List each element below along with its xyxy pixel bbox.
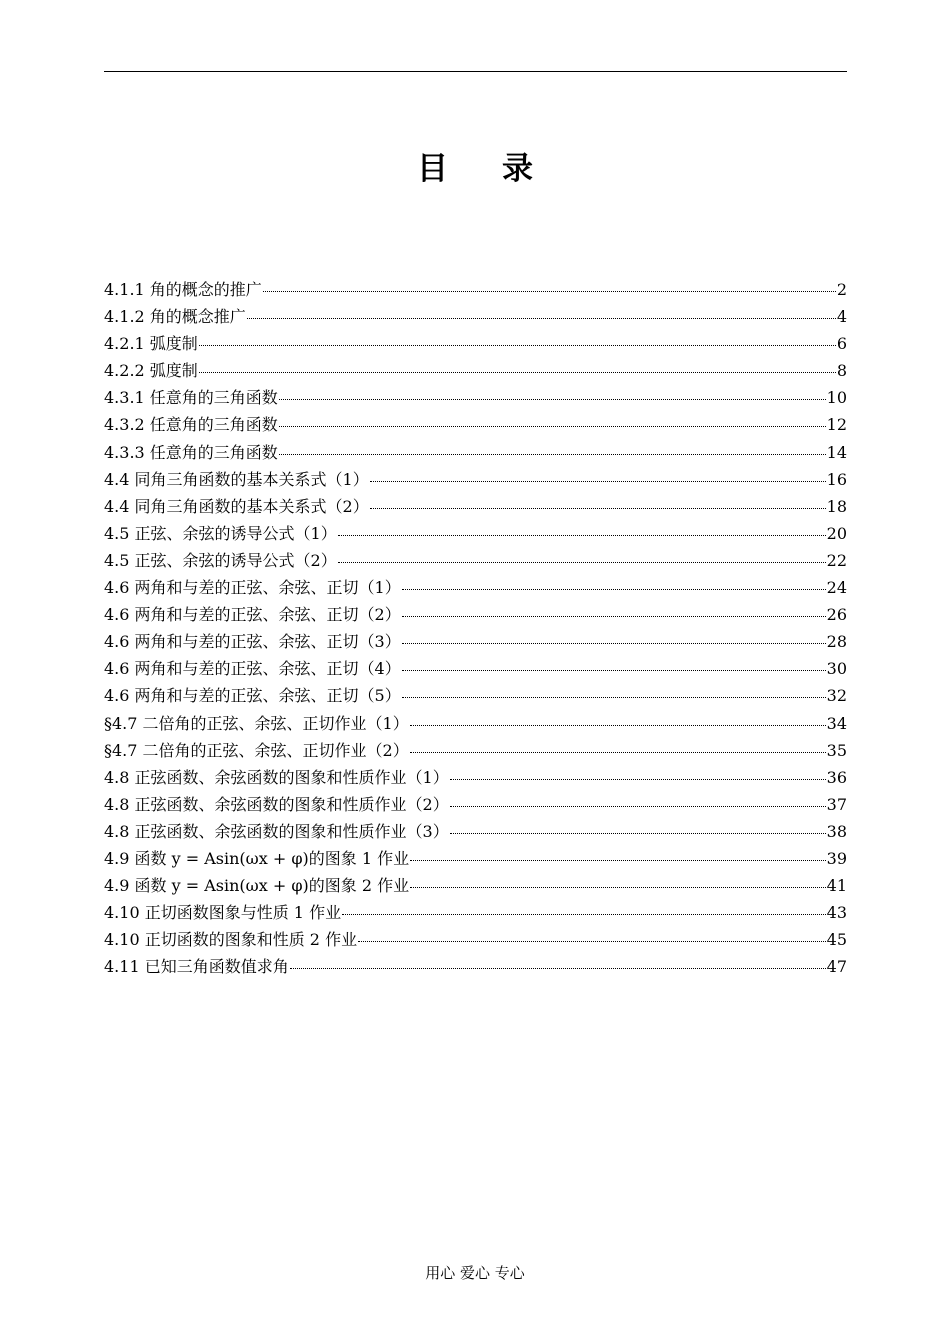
toc-entry-label: 4.6 两角和与差的正弦、余弦、正切（3） <box>104 632 401 652</box>
toc-entry[interactable] <box>104 845 847 872</box>
toc-dot-leader <box>279 426 826 427</box>
toc-entry-page-number: 20 <box>826 523 847 543</box>
toc-entry[interactable] <box>104 682 847 709</box>
toc-entry-label: 4.6 两角和与差的正弦、余弦、正切（1） <box>104 578 401 598</box>
toc-entry-label: 4.4 同角三角函数的基本关系式（1） <box>104 469 369 489</box>
toc-entry-label: 4.8 正弦函数、余弦函数的图象和性质作业（1） <box>104 767 449 787</box>
toc-entry-page-number: 24 <box>826 578 847 598</box>
toc-entry-label: 4.11 已知三角函数值求角 <box>104 957 289 977</box>
toc-dot-leader <box>199 372 836 373</box>
page-footer: 用心 爱心 专心 <box>425 1264 525 1282</box>
toc-entry-page-number: 32 <box>826 686 847 706</box>
toc-entry-label: 4.6 两角和与差的正弦、余弦、正切（2） <box>104 605 401 625</box>
toc-entry-label: 4.3.1 任意角的三角函数 <box>104 388 278 408</box>
toc-dot-leader <box>370 481 826 482</box>
toc-entry-label: 4.2.2 弧度制 <box>104 361 198 381</box>
toc-dot-leader <box>450 806 826 807</box>
toc-entry-label: 4.8 正弦函数、余弦函数的图象和性质作业（2） <box>104 794 449 814</box>
toc-entry-label: 4.5 正弦、余弦的诱导公式（2） <box>104 550 337 570</box>
toc-entry[interactable] <box>104 520 847 547</box>
toc-entry-page-number: 47 <box>826 957 847 977</box>
toc-dot-leader <box>263 291 836 292</box>
toc-dot-leader <box>410 752 826 753</box>
header-rule <box>104 71 847 72</box>
toc-dot-leader <box>410 725 826 726</box>
toc-entry[interactable] <box>104 899 847 926</box>
toc-dot-leader <box>342 914 826 915</box>
toc-entry-page-number: 43 <box>826 903 847 923</box>
toc-entry-label: 4.9 函数 y = Asin(ωx + φ)的图象 1 作业 <box>104 848 410 868</box>
toc-dot-leader <box>279 454 826 455</box>
toc-entry-label: 4.6 两角和与差的正弦、余弦、正切（4） <box>104 659 401 679</box>
toc-dot-leader <box>402 697 826 698</box>
toc-dot-leader <box>402 616 826 617</box>
toc-entry[interactable] <box>104 953 847 980</box>
toc-entry[interactable] <box>104 330 847 357</box>
toc-entry[interactable] <box>104 601 847 628</box>
toc-entry[interactable] <box>104 547 847 574</box>
toc-entry[interactable] <box>104 764 847 791</box>
toc-entry-page-number: 8 <box>836 361 847 381</box>
toc-entry-page-number: 35 <box>826 740 847 760</box>
toc-dot-leader <box>338 535 826 536</box>
toc-entry-page-number: 4 <box>836 307 847 327</box>
toc-entry[interactable] <box>104 926 847 953</box>
toc-entry[interactable] <box>104 818 847 845</box>
page-title <box>0 143 950 188</box>
toc-entry-page-number: 36 <box>826 767 847 787</box>
toc-entry[interactable] <box>104 384 847 411</box>
toc-entry-page-number: 10 <box>826 388 847 408</box>
toc-dot-leader <box>338 562 826 563</box>
toc-entry-label: 4.2.1 弧度制 <box>104 334 198 354</box>
toc-entry-label: 4.9 函数 y = Asin(ωx + φ)的图象 2 作业 <box>104 876 410 896</box>
toc-entry[interactable] <box>104 710 847 737</box>
toc-entry-label: 4.3.2 任意角的三角函数 <box>104 415 278 435</box>
toc-entry-label: 4.4 同角三角函数的基本关系式（2） <box>104 496 369 516</box>
toc-entry-page-number: 41 <box>826 876 847 896</box>
toc-entry[interactable] <box>104 357 847 384</box>
toc-entry-page-number: 38 <box>826 821 847 841</box>
toc-entry-label: 4.6 两角和与差的正弦、余弦、正切（5） <box>104 686 401 706</box>
toc-entry-page-number: 18 <box>826 496 847 516</box>
toc-entry-label: 4.3.3 任意角的三角函数 <box>104 442 278 462</box>
toc-entry[interactable] <box>104 872 847 899</box>
toc-dot-leader <box>402 670 826 671</box>
toc-entry-label: §4.7 二倍角的正弦、余弦、正切作业（2） <box>104 740 409 760</box>
toc-dot-leader <box>370 508 826 509</box>
toc-dot-leader <box>402 589 826 590</box>
toc-dot-leader <box>410 860 826 861</box>
toc-entry[interactable] <box>104 628 847 655</box>
toc-entry-label: 4.5 正弦、余弦的诱导公式（1） <box>104 523 337 543</box>
toc-entry-page-number: 45 <box>826 930 847 950</box>
toc-entry-page-number: 28 <box>826 632 847 652</box>
toc-entry-label: 4.8 正弦函数、余弦函数的图象和性质作业（3） <box>104 821 449 841</box>
toc-entry-label: 4.10 正切函数的图象和性质 2 作业 <box>104 930 358 950</box>
toc-entry-page-number: 12 <box>826 415 847 435</box>
title-char-2: 录 <box>502 151 533 187</box>
toc-entry[interactable] <box>104 411 847 438</box>
toc-entry[interactable] <box>104 791 847 818</box>
toc-dot-leader <box>402 643 826 644</box>
toc-entry[interactable] <box>104 466 847 493</box>
toc-entry[interactable] <box>104 303 847 330</box>
toc-entry[interactable] <box>104 737 847 764</box>
toc-entry-page-number: 22 <box>826 550 847 570</box>
toc-entry-page-number: 37 <box>826 794 847 814</box>
toc-entry-label: 4.1.2 角的概念推广 <box>104 307 246 327</box>
toc-dot-leader <box>450 833 826 834</box>
toc-entry[interactable] <box>104 574 847 601</box>
toc-entry-page-number: 34 <box>826 713 847 733</box>
toc-entry[interactable] <box>104 493 847 520</box>
toc-dot-leader <box>410 887 826 888</box>
title-char-1: 目 <box>417 151 448 187</box>
toc-dot-leader <box>358 941 826 942</box>
toc-entry-page-number: 16 <box>826 469 847 489</box>
toc-entry-page-number: 30 <box>826 659 847 679</box>
toc-entry-label: 4.1.1 角的概念的推广 <box>104 280 262 299</box>
toc-entry[interactable] <box>104 439 847 466</box>
toc-dot-leader <box>247 318 836 319</box>
toc-entry-page-number: 39 <box>826 848 847 868</box>
toc-dot-leader <box>199 345 836 346</box>
toc-entry-page-number: 2 <box>836 280 847 299</box>
toc-entry[interactable] <box>104 655 847 682</box>
toc-entry-page-number: 6 <box>836 334 847 354</box>
toc-entry-page-number: 14 <box>826 442 847 462</box>
toc-dot-leader <box>290 968 826 969</box>
toc-dot-leader <box>450 779 826 780</box>
table-of-contents <box>104 276 847 980</box>
toc-entry[interactable] <box>104 276 847 303</box>
toc-entry-page-number: 26 <box>826 605 847 625</box>
toc-entry-label: 4.10 正切函数图象与性质 1 作业 <box>104 903 342 923</box>
toc-dot-leader <box>279 399 826 400</box>
toc-entry-label: §4.7 二倍角的正弦、余弦、正切作业（1） <box>104 713 409 733</box>
